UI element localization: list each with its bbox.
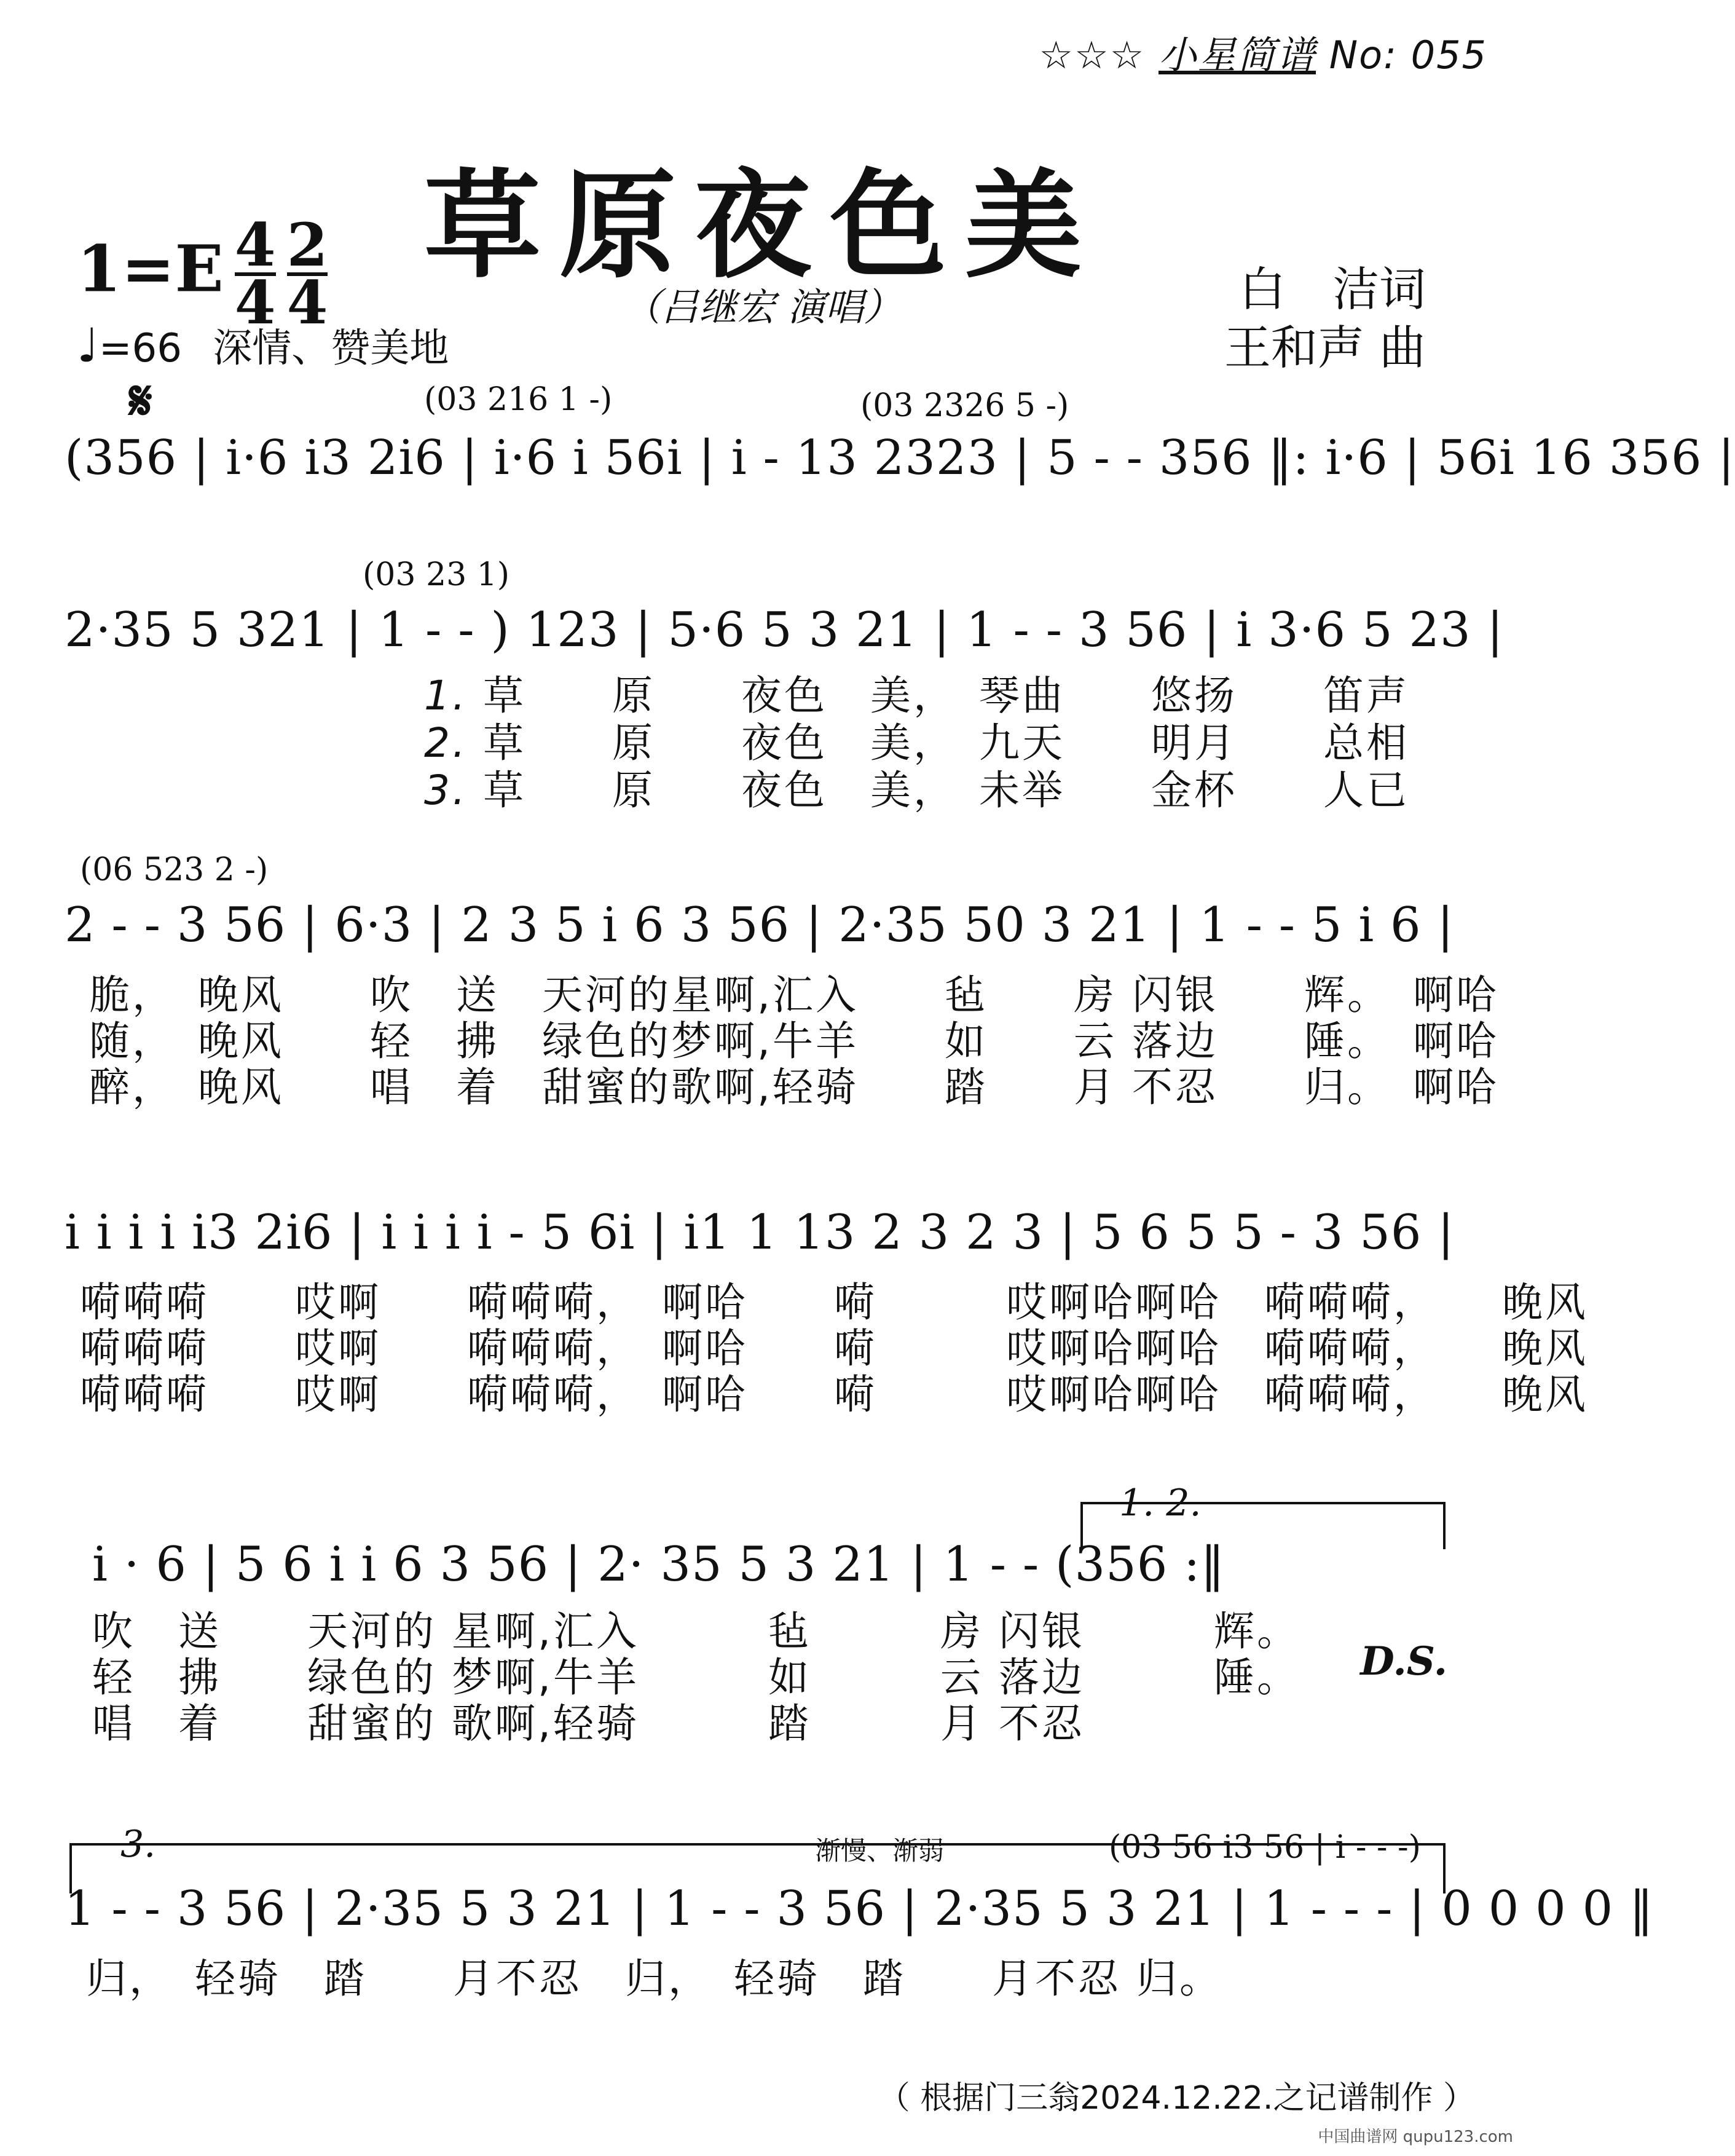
dal-segno-mark: D.S. [1360,1638,1447,1684]
volta-bracket-1 [1082,1503,1444,1549]
notation-system-2: 2·35 5 321 | 1 - - ) 123 | 5·6 5 3 21 | 1 - - 3 56 | i 3·6 5 23 | [65,602,1504,658]
optional-notes: (03 23 1) [363,556,510,593]
lyric-line: 嗬嗬嗬 哎啊 嗬嗬嗬， 啊哈 嗬 哎啊哈啊哈 嗬嗬嗬， 晚风 [80,1279,1588,1326]
key-prefix: 1=E [77,231,224,307]
volta-first-ending: 1. 2. [1115,1482,1205,1525]
notation-system-4: i i i i i3 2i6 | i i i i - 5 6i | i1 1 13 2 3 2 3 | 5 6 5 5 - 3 56 | [65,1205,1455,1260]
notation-system-3: 2 - - 3 56 | 6·3 | 2 3 5 i 6 3 56 | 2·35 50 3 21 | 1 - - 5 i 6 | [65,898,1454,953]
composer-credit: 王和声 曲 [1224,320,1426,375]
segno-icon: 𝄋 [129,369,152,432]
series-name: 小星简谱 [1159,33,1316,77]
volta-third-ending: 3. [117,1823,159,1866]
notation-system-5: i · 6 | 5 6 i i 6 3 56 | 2· 35 5 3 21 | 1 - - (356 :‖ [92,1537,1226,1592]
lyric-line: 醉， 晚风 唱 着 甜蜜的歌啊,轻骑 踏 月 不忍 归。 啊哈 [89,1064,1499,1111]
song-title: 草原夜色美 [423,157,1100,294]
optional-notes: (03 56 i3 56 | i - - -) [1106,1829,1423,1866]
notation-system-6: 1 - - 3 56 | 2·35 5 3 21 | 1 - - 3 56 | 2·35 5 3 21 | 1 - - - | 0 0 0 0 ‖ [65,1881,1654,1937]
optional-notes: (06 523 2 -) [80,851,269,888]
notation-system-1: (356 | i·6 i3 2i6 | i·6 i 56i | i - 13 2323 | 5 - - 356 ‖: i·6 | 56i 16 356 | [65,430,1735,486]
footnote: （ 根据门三翁2024.12.22.之记谱制作 ） [878,2080,1475,2117]
lyric-line: 3. 草 原 夜色 美， 未举 金杯 人已 [424,767,1409,814]
lyric-line: 唱 着 甜蜜的 歌啊,轻骑 踏 月 不忍 [92,1700,1085,1747]
tempo-bpm: =66 [98,326,182,371]
lyric-line: 嗬嗬嗬 哎啊 嗬嗬嗬， 啊哈 嗬 哎啊哈啊哈 嗬嗬嗬， 晚风 [80,1325,1588,1372]
stars-icon: ☆☆☆ [1039,33,1146,77]
watermark: 中国曲谱网 qupu123.com [1318,2128,1513,2146]
lyric-line: 嗬嗬嗬 哎啊 嗬嗬嗬， 啊哈 嗬 哎啊哈啊哈 嗬嗬嗬， 晚风 [80,1371,1588,1418]
volta-bracket-3 [71,1844,1444,1893]
optional-notes: (03 216 1 -) [424,381,613,418]
lyric-line: 随， 晚风 轻 拂 绿色的梦啊,牛羊 如 云 落边 陲。 啊哈 [89,1017,1499,1065]
expression-mark: 深情、赞美地 [213,326,449,371]
quarter-note-icon: ♩ [77,318,99,373]
lyric-line: 轻 拂 绿色的 梦啊,牛羊 如 云 落边 陲。 [92,1654,1300,1701]
ritardando-mark: 渐慢、渐弱 [811,1831,948,1868]
lyric-line: 脆， 晚风 吹 送 天河的星啊,汇入 毡 房 闪银 辉。 啊哈 [89,971,1499,1019]
optional-notes: (03 2326 5 -) [860,387,1069,424]
time-signature-1: $\frac{4}{4}$ [234,210,276,338]
lyric-line: 吹 送 天河的 星啊,汇入 毡 房 闪银 辉。 [92,1608,1300,1655]
series-number: No: 055 [1329,33,1487,77]
lyric-line: 2. 草 原 夜色 美， 九天 明月 总相 [424,719,1409,767]
lyricist-credit: 白 洁词 [1239,262,1426,317]
lyric-line: 1. 草 原 夜色 美， 琴曲 悠扬 笛声 [424,672,1409,719]
lyric-line: 归， 轻骑 踏 月不忍 归， 轻骑 踏 月不忍 归。 [86,1955,1222,2002]
singer-credit: （吕继宏 演唱） [623,285,902,330]
time-signature-2: $\frac{2}{4}$ [286,210,328,338]
